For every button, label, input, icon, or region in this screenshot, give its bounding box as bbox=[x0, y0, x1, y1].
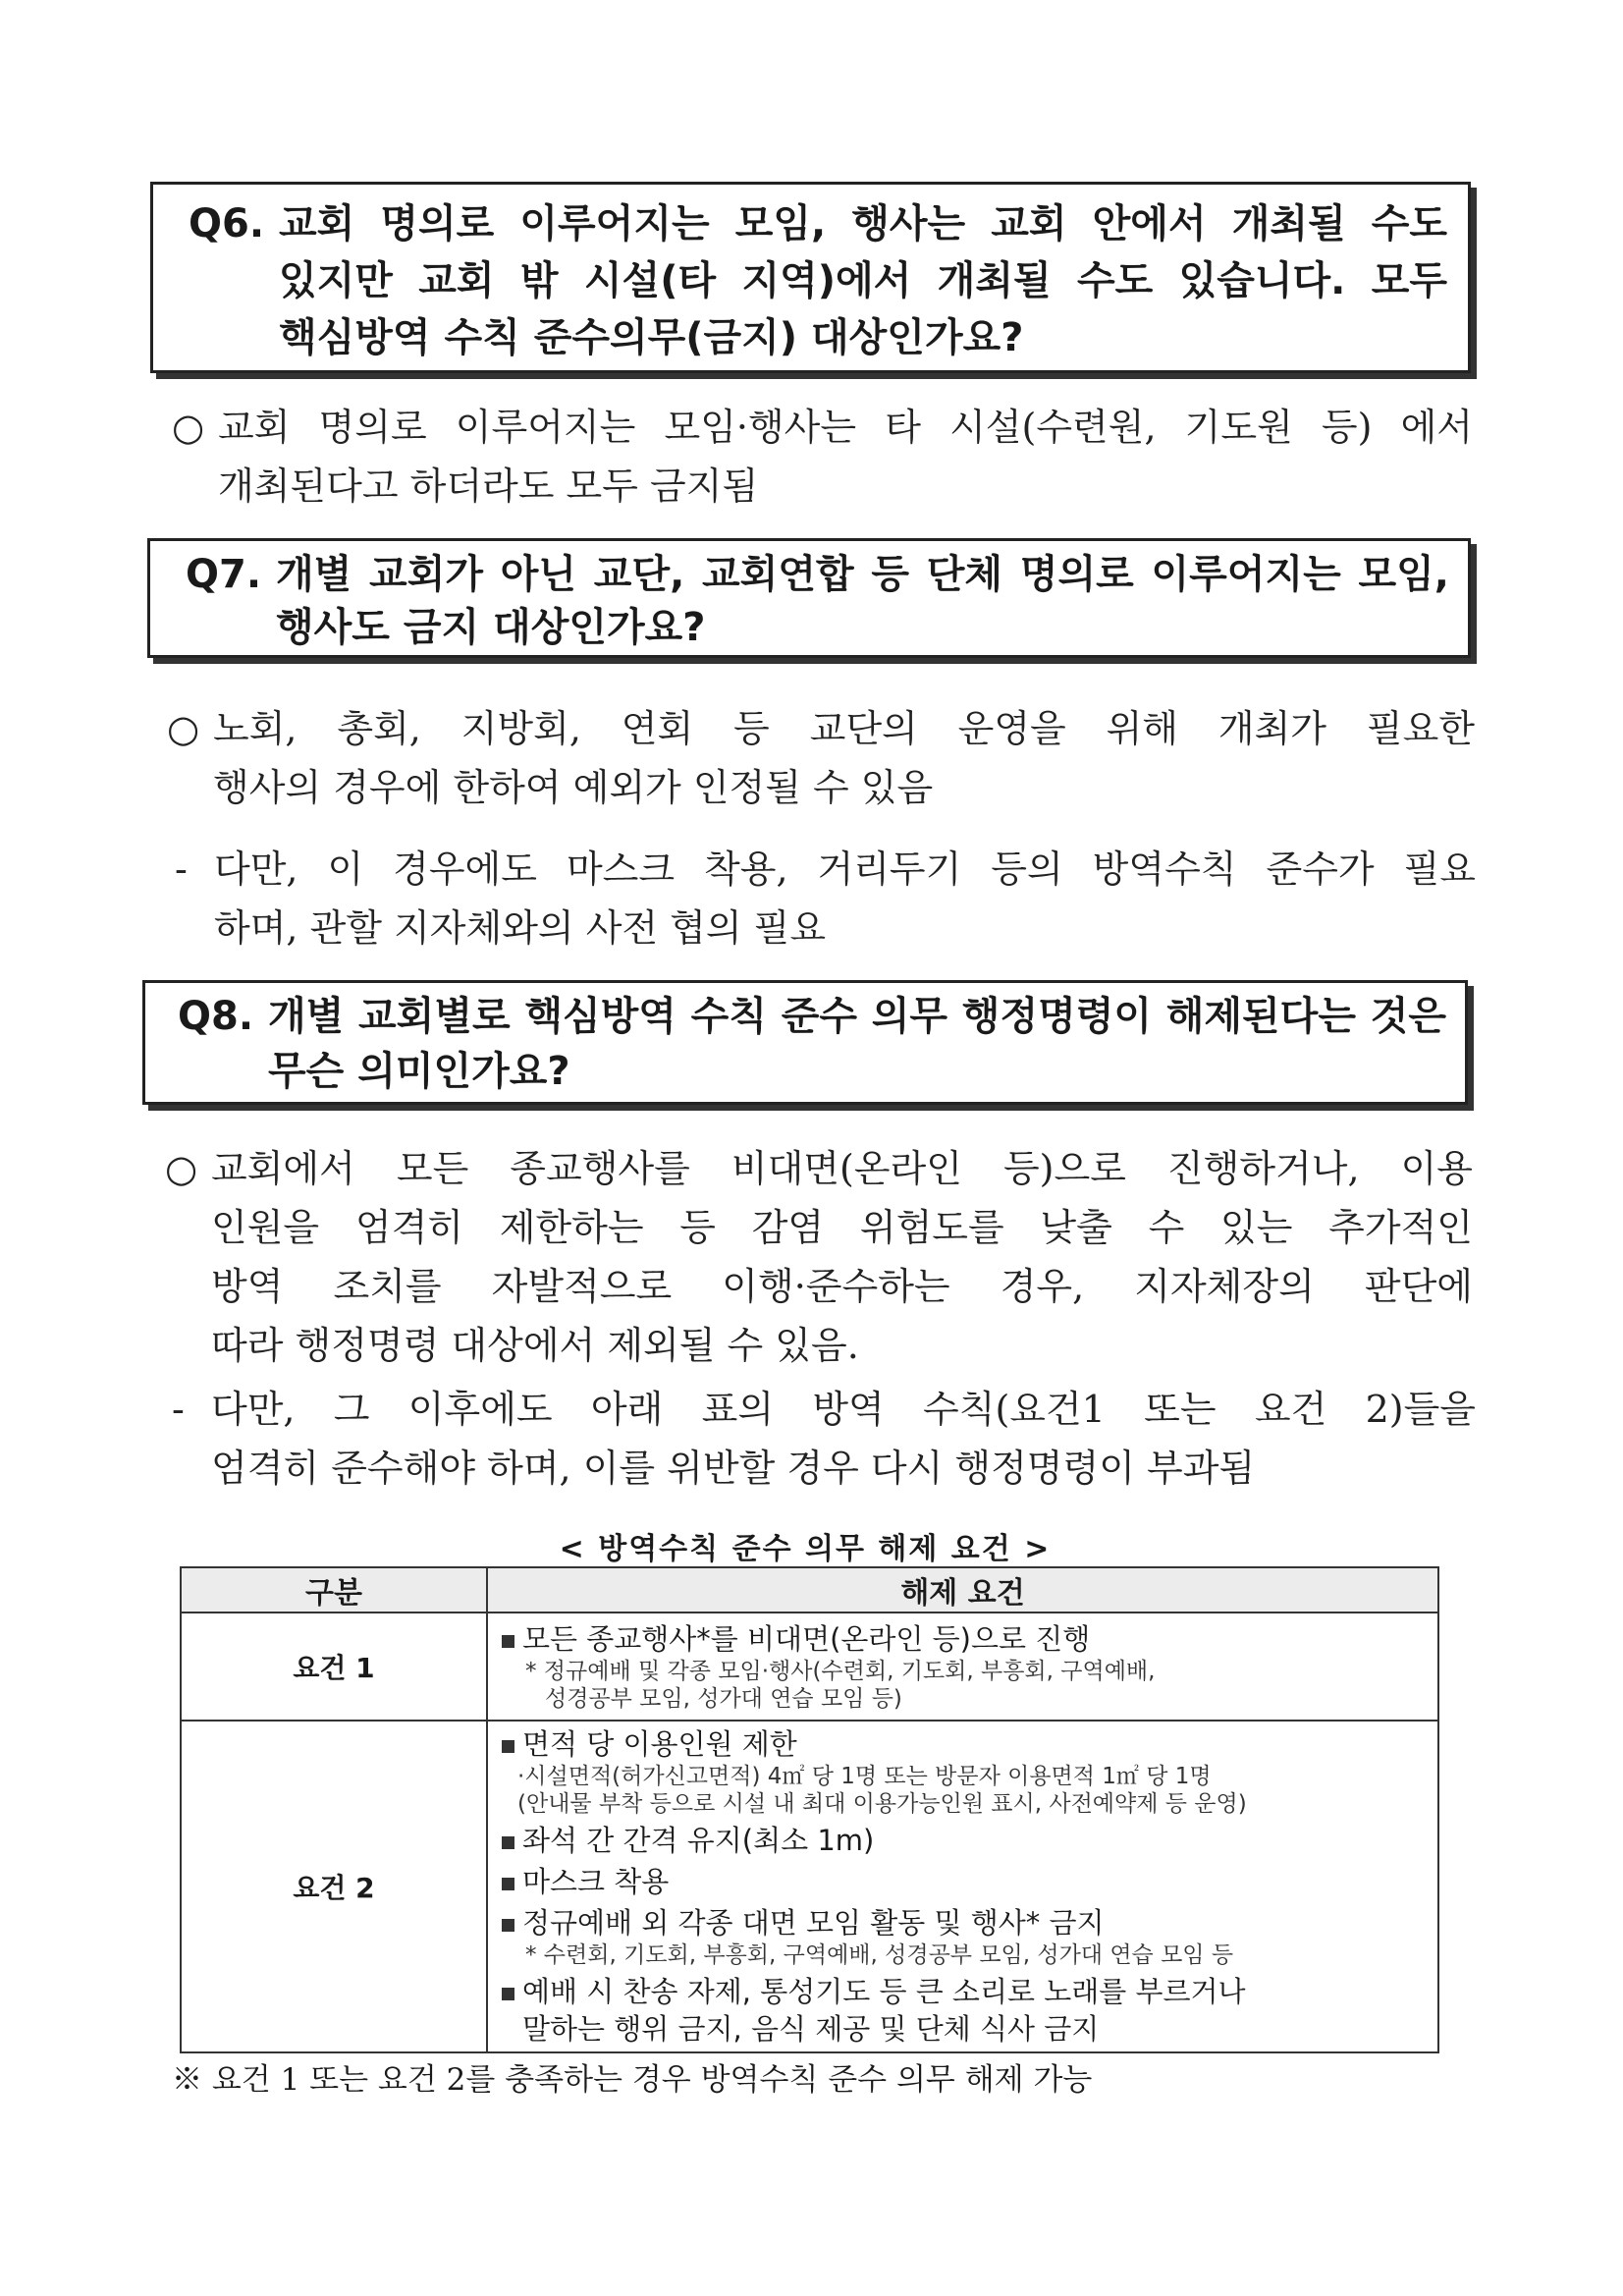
q8-answer-line-3: 방역 조치를 자발적으로 이행·준수하는 경우, 지자체장의 판단에 bbox=[211, 1265, 1473, 1308]
req1-content bbox=[487, 1613, 1438, 1721]
req2-item-1-text: 면적 당 이용인원 제한 bbox=[522, 1727, 797, 1761]
q6-answer-line-1: 교회 명의로 이루어지는 모임·행사는 타 시설(수련원, 기도원 등) 에서 bbox=[218, 406, 1473, 449]
req2-item-4-text: 정규예배 외 각종 대면 모임 활동 및 행사* 금지 bbox=[522, 1906, 1105, 1940]
square-bullet-icon bbox=[502, 1878, 514, 1890]
q8-line-2: 무슨 의미인가요? bbox=[268, 1049, 570, 1094]
req1-sub-1: * 정규예배 및 각종 모임·행사(수련회, 기도회, 부흥회, 구역예배, bbox=[525, 1659, 1156, 1684]
requirements-table bbox=[180, 1566, 1439, 2053]
q8-question-box bbox=[142, 980, 1468, 1105]
q8-note-line-2: 엄격히 준수해야 하며, 이를 위반할 경우 다시 행정명령이 부과됨 bbox=[211, 1447, 1256, 1490]
req2-item-2-text: 좌석 간 간격 유지(최소 1m) bbox=[522, 1824, 875, 1857]
q7-answer-line-2: 행사의 경우에 한하여 예외가 인정될 수 있음 bbox=[213, 766, 934, 809]
square-bullet-icon bbox=[502, 1988, 514, 2000]
table-row-req2 bbox=[181, 1721, 1438, 2052]
q8-answer-line-1: 교회에서 모든 종교행사를 비대면(온라인 등)으로 진행하거나, 이용 bbox=[211, 1147, 1473, 1190]
req1-item bbox=[488, 1616, 1437, 1658]
header-category: 구분 bbox=[181, 1567, 487, 1613]
q8-number: Q8. bbox=[178, 994, 254, 1039]
q6-answer bbox=[172, 398, 1478, 525]
q8-answer-line-4: 따라 행정명령 대상에서 제외될 수 있음. bbox=[211, 1324, 859, 1367]
square-bullet-icon bbox=[502, 1635, 514, 1648]
q7-question-box bbox=[147, 538, 1471, 658]
square-bullet-icon bbox=[502, 1836, 514, 1849]
req2-item-3 bbox=[488, 1859, 1437, 1900]
q7-answer-bullet: ○ bbox=[167, 707, 200, 750]
req2-sub-1: ·시설면적(허가신고면적) 4㎡ 당 1명 또는 방문자 이용면적 1㎡ 당 1명 bbox=[517, 1764, 1212, 1789]
table-header-row bbox=[181, 1567, 1438, 1613]
req2-item-4 bbox=[488, 1900, 1437, 1941]
square-bullet-icon bbox=[502, 1919, 514, 1932]
q8-answer bbox=[165, 1139, 1478, 1385]
req2-item-1 bbox=[488, 1722, 1437, 1763]
q6-answer-bullet: ○ bbox=[172, 406, 205, 449]
req2-sub-2: (안내물 부착 등으로 시설 내 최대 이용가능인원 표시, 사전예약제 등 운영) bbox=[517, 1791, 1247, 1817]
square-bullet-icon bbox=[502, 1740, 514, 1753]
req1-sub-2: 성경공부 모임, 성가대 연습 모임 등) bbox=[545, 1686, 902, 1712]
req2-item-5-text: 예배 시 찬송 자제, 통성기도 등 큰 소리로 노래를 부르거나 bbox=[522, 1975, 1246, 2008]
q6-answer-line-2: 개최된다고 하더라도 모두 금지됨 bbox=[218, 465, 759, 508]
q8-answer-bullet: ○ bbox=[165, 1147, 198, 1190]
q8-line-1: 개별 교회별로 핵심방역 수칙 준수 의무 행정명령이 해제된다는 것은 bbox=[268, 994, 1446, 1039]
q6-line-1: 교회 명의로 이루어지는 모임, 행사는 교회 안에서 개최될 수도 bbox=[279, 201, 1447, 246]
q7-answer bbox=[167, 699, 1478, 827]
q8-note-line-1: 다만, 그 이후에도 아래 표의 방역 수칙(요건1 또는 요건 2)들을 bbox=[211, 1388, 1476, 1431]
req1-label: 요건 1 bbox=[181, 1613, 487, 1721]
q7-note-line-1: 다만, 이 경우에도 마스크 착용, 거리두기 등의 방역수칙 준수가 필요 bbox=[214, 847, 1476, 891]
q7-note bbox=[175, 840, 1478, 967]
req2-item-5-cont: 말하는 행위 금지, 음식 제공 및 단체 식사 금지 bbox=[522, 2012, 1100, 2046]
q7-number: Q7. bbox=[186, 552, 262, 597]
req2-content bbox=[487, 1721, 1438, 2052]
q6-line-3: 핵심방역 수칙 준수의무(금지) 대상인가요? bbox=[279, 315, 1024, 360]
req2-item-2 bbox=[488, 1818, 1437, 1859]
table-row-req1 bbox=[181, 1613, 1438, 1721]
q7-line-2: 행사도 금지 대상인가요? bbox=[276, 605, 706, 650]
q6-number: Q6. bbox=[189, 201, 265, 246]
q8-answer-line-2: 인원을 엄격히 제한하는 등 감염 위험도를 낮출 수 있는 추가적인 bbox=[211, 1206, 1473, 1249]
req2-sub-3: * 수련회, 기도회, 부흥회, 구역예배, 성경공부 모임, 성가대 연습 모임 등 bbox=[525, 1942, 1234, 1968]
header-requirements: 해제 요건 bbox=[487, 1567, 1438, 1613]
req2-item-3-text: 마스크 착용 bbox=[522, 1865, 670, 1898]
footnote: ※ 요건 1 또는 요건 2를 충족하는 경우 방역수칙 준수 의무 해제 가능 bbox=[172, 2062, 1093, 2098]
req2-label: 요건 2 bbox=[181, 1721, 487, 2052]
q7-answer-line-1: 노회, 총회, 지방회, 연회 등 교단의 운영을 위해 개최가 필요한 bbox=[213, 707, 1475, 750]
q7-line-1: 개별 교회가 아닌 교단, 교회연합 등 단체 명의로 이루어지는 모임, bbox=[276, 552, 1449, 597]
q7-note-line-2: 하며, 관할 지자체와의 사전 협의 필요 bbox=[214, 906, 827, 950]
table-title: < 방역수칙 준수 의무 해제 요건 > bbox=[559, 1532, 1052, 1566]
q8-note bbox=[172, 1380, 1478, 1507]
req1-item-text: 모든 종교행사*를 비대면(온라인 등)으로 진행 bbox=[522, 1622, 1091, 1656]
req2-item-5 bbox=[488, 1969, 1437, 2010]
q6-question-box bbox=[150, 182, 1471, 373]
q8-note-bullet: - bbox=[172, 1388, 185, 1431]
q6-line-2: 있지만 교회 밖 시설(타 지역)에서 개최될 수도 있습니다. 모두 bbox=[279, 258, 1447, 303]
q7-note-bullet: - bbox=[175, 847, 188, 891]
